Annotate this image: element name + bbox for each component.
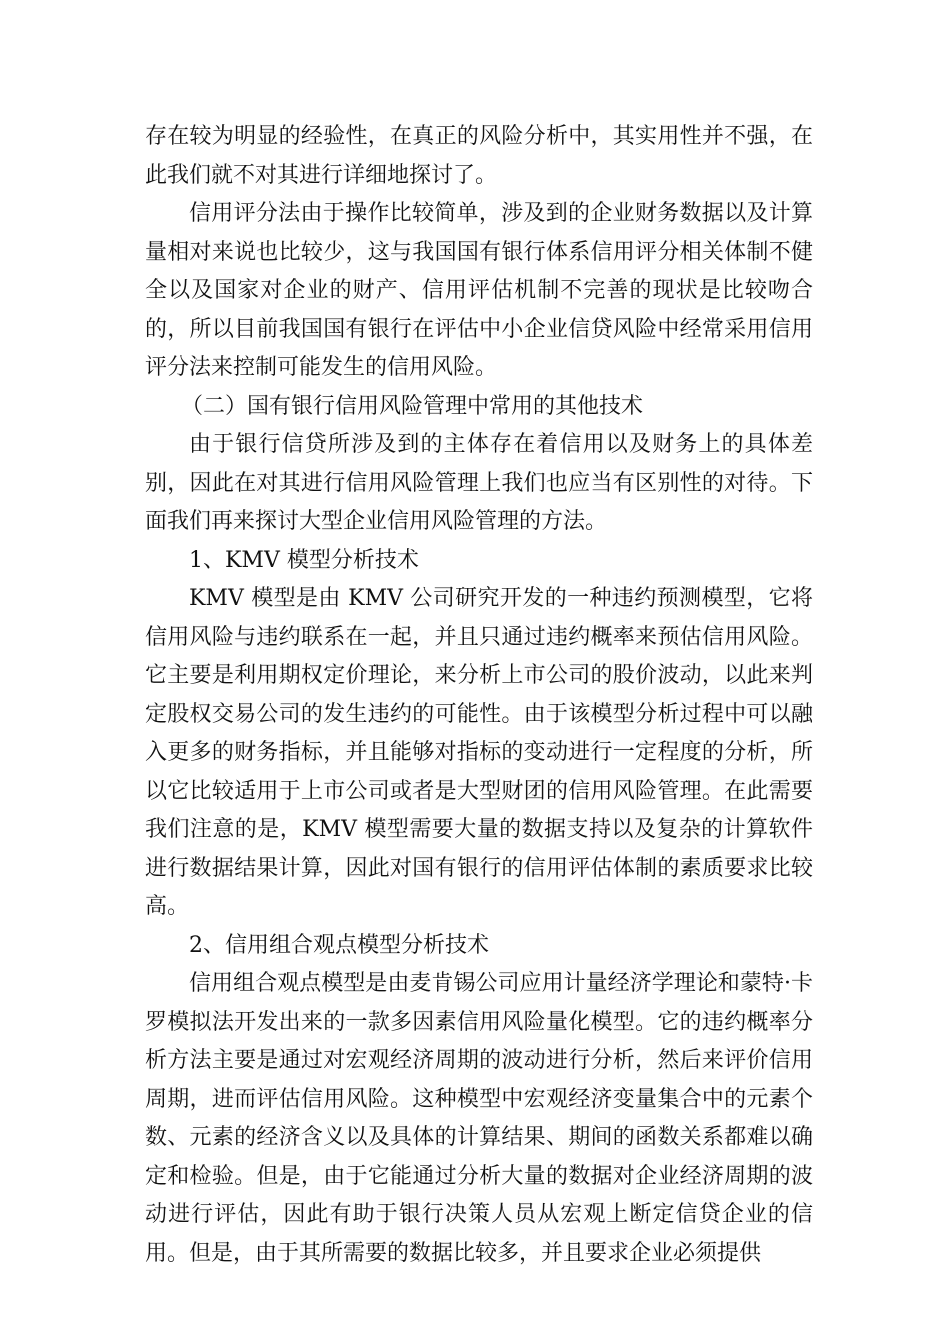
paragraph-continuation: 存在较为明显的经验性，在真正的风险分析中，其实用性并不强，在此我们就不对其进行详细地探讨了。: [145, 124, 813, 188]
subheading-credit-portfolio-view: 2、信用组合观点模型分析技术: [189, 932, 489, 958]
paragraph-credit-scoring: 信用评分法由于操作比较简单，涉及到的企业财务数据以及计算量相对来说也比较少，这与我国国有银行体系信用评分相关体制不健全以及国家对企业的财产、信用评估机制不完善的现状是比较吻合的，所以目前我国国有银行在评估中小企业信贷风险中经常采用信用评分法来控制可能发生的信用风险。: [145, 201, 813, 380]
paragraph-credit-portfolio-view: 信用组合观点模型是由麦肯锡公司应用计量经济学理论和蒙特·卡罗模拟法开发出来的一款多因素信用风险量化模型。它的违约概率分析方法主要是通过对宏观经济周期的波动进行分析，然后来评价信用周期，进而评估信用风险。这种模型中宏观经济变量集合中的元素个数、元素的经济含义以及具体的计算结果、期间的函数关系都难以确定和检验。但是，由于它能通过分析大量的数据对企业经济周期的波动进行评估，因此有助于银行决策人员从宏观上断定信贷企业的信用。但是，由于其所需要的数据比较多，并且要求企业必须提供: [145, 971, 813, 1266]
subheading-kmv-model: 1、KMV 模型分析技术: [189, 547, 419, 573]
paragraph-kmv-model: KMV 模型是由 KMV 公司研究开发的一种违约预测模型，它将信用风险与违约联系在一起，并且只通过违约概率来预估信用风险。它主要是利用期权定价理论，来分析上市公司的股价波动，以此来判定股权交易公司的发生违约的可能性。由于该模型分析过程中可以融入更多的财务指标，并且能够对指标的变动进行一定程度的分析，所以它比较适用于上市公司或者是大型财团的信用风险管理。在此需要我们注意的是，KMV 模型需要大量的数据支持以及复杂的计算软件进行数据结果计算，因此对国有银行的信用评估体制的素质要求比较高。: [145, 586, 813, 919]
paragraph-bank-credit-subjects: 由于银行信贷所涉及到的主体存在着信用以及财务上的具体差别，因此在对其进行信用风险管理上我们也应当有区别性的对待。下面我们再来探讨大型企业信用风险管理的方法。: [145, 432, 813, 534]
section-heading-other-techniques: （二）国有银行信用风险管理中常用的其他技术: [181, 393, 644, 419]
document-body: [145, 118, 813, 1273]
